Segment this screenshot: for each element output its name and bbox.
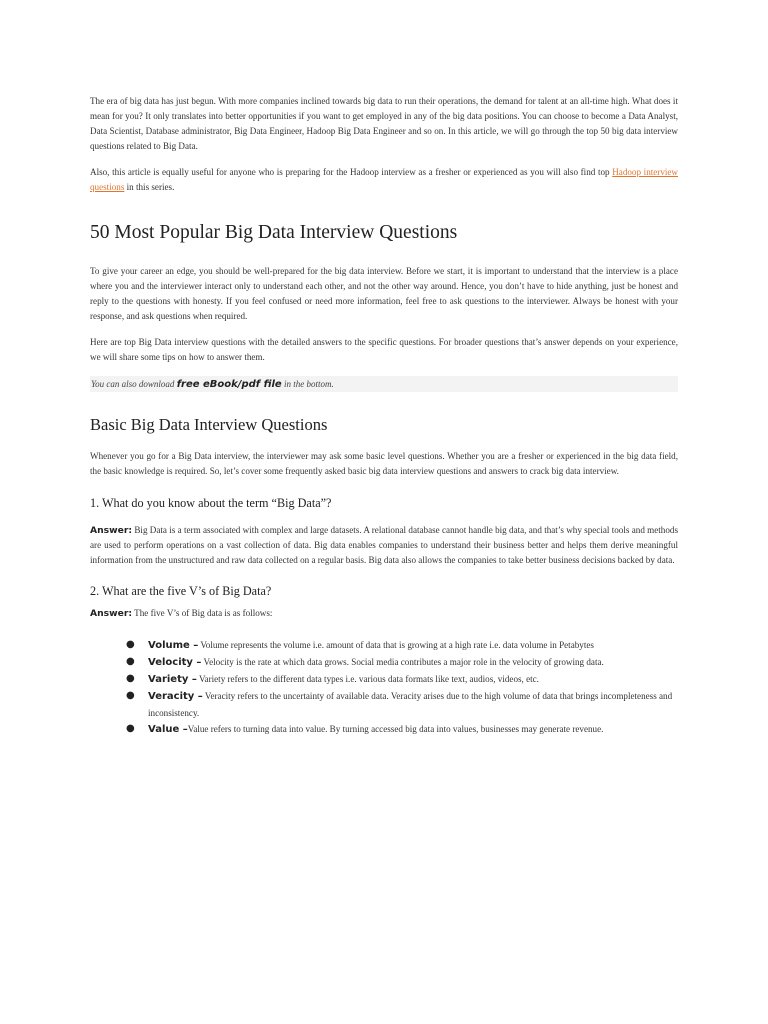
hadoop-reference-text-before: Also, this article is equally useful for anyone who is preparing for the Hadoop interview as a fresher or experienced as you will also find top [90, 167, 613, 177]
five-vs-list [90, 637, 678, 738]
ebook-note-bold: free eBook/pdf file [176, 379, 282, 390]
basic-questions-heading: Basic Big Data Interview Questions [90, 415, 328, 434]
list-item [90, 688, 678, 721]
list-item-desc: Veracity refers to the uncertainty of available data. Veracity arises due to the high volume of data that brings incompleteness and inconsistency. [148, 691, 673, 718]
list-item-term: Volume – [148, 640, 199, 651]
list-item-term: Veracity – [148, 691, 203, 702]
hadoop-reference-text-after: in this series. [124, 182, 175, 192]
main-heading: 50 Most Popular Big Data Interview Questions [90, 222, 458, 243]
bullet-icon: ● [126, 639, 135, 650]
list-item [90, 721, 678, 738]
answer-1-text: Big Data is a term associated with complex and large datasets. A relational database cannot handle big data, and that’s why special tools and methods are used to perform operations on a vast collection of data. Big data enables companies to understand their business better and helps them derive meaningful information from the unstructured and raw data collected on a regular basis. Big data also allows the companies to take better business decisions backed by data. [90, 525, 678, 565]
list-item [90, 654, 678, 671]
ebook-note-text-after: in the bottom. [281, 379, 334, 389]
bullet-icon: ● [126, 656, 135, 667]
answer-2-paragraph [90, 606, 678, 621]
career-edge-paragraph: To give your career an edge, you should be well-prepared for the big data interview. Before we start, it is important to understand that the interview is a place where you and the interviewer interact only to understand each other, and not the other way around. Hence, you don’t have to hide anything, just be honest and reply to the questions with honesty. If you feel confused or need more information, feel free to ask questions to the interviewer. Always be honest with your response, and ask questions when required. [90, 266, 678, 321]
list-item-desc: Value refers to turning data into value. By turning accessed big data into values, businesses may generate revenue. [187, 724, 604, 734]
answer-2-label: Answer: [90, 608, 133, 619]
list-item-desc: Velocity is the rate at which data grows. Social media contributes a major role in the velocity of growing data. [201, 657, 604, 667]
list-item-desc: Variety refers to the different data types i.e. various data formats like text, audios, videos, etc. [196, 674, 539, 684]
intro-paragraph: The era of big data has just begun. With more companies inclined towards big data to run their operations, the demand for talent at an all-time high. What does it mean for you? It only translates into better opportunities if you want to get employed in any of the big data positions. You can choose to become a Data Analyst, Data Scientist, Database administrator, Big Data Engineer, Hadoop Big Data Engineer and so on. In this article, we will go through the top 50 big data interview questions related to Big Data. [90, 96, 678, 151]
ebook-download-note [90, 376, 678, 392]
list-item [90, 671, 678, 688]
ebook-note-text-before: You can also download [91, 379, 177, 389]
answer-1-paragraph [90, 523, 678, 568]
list-item-term: Velocity – [148, 657, 202, 668]
hadoop-interview-questions-link[interactable]: Hadoop interview questions [90, 167, 679, 192]
answer-2-text: The five V’s of Big data is as follows: [132, 608, 273, 618]
bullet-icon: ● [126, 673, 135, 684]
basic-intro-paragraph: Whenever you go for a Big Data interview, the interviewer may ask some basic level questions. Whether you are a fresher or experienced in the big data field, the basic knowledge is required. So, let’s cover some frequently asked basic big data interview questions and answers to crack big data interview. [90, 451, 678, 476]
list-item [90, 637, 678, 654]
top-questions-paragraph: Here are top Big Data interview questions with the detailed answers to the specific questions. For broader questions that’s answer depends on your experience, we will share some tips on how to answer them. [90, 337, 678, 362]
list-item-term: Value – [148, 724, 188, 735]
hadoop-reference-paragraph [90, 165, 678, 195]
bullet-icon: ● [126, 690, 135, 701]
article-body [90, 94, 678, 738]
list-item-desc: Volume represents the volume i.e. amount of data that is growing at a high rate i.e. data volume in Petabytes [198, 640, 594, 650]
list-item-term: Variety – [148, 674, 197, 685]
answer-1-label: Answer: [90, 525, 133, 536]
bullet-icon: ● [126, 723, 135, 734]
question-2-heading: 2. What are the five V’s of Big Data? [90, 584, 272, 598]
question-1-heading: 1. What do you know about the term “Big Data”? [90, 496, 332, 510]
